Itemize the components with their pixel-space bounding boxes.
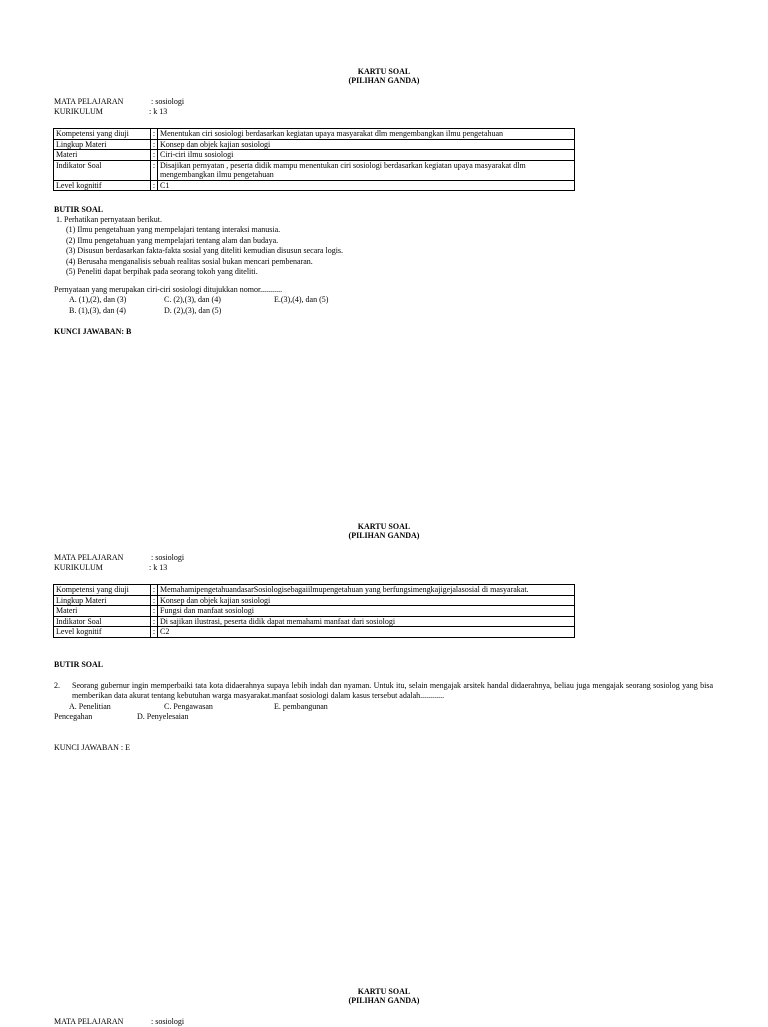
question-prompt: Pernyataan yang merupakan ciri-ciri sosiologi ditujukkan nomor........... <box>54 285 283 294</box>
row-label: Indikator Soal <box>54 616 151 627</box>
row-separator: : <box>151 160 158 180</box>
row-separator: : <box>151 627 158 638</box>
table-row <box>54 180 575 191</box>
table-row <box>54 129 575 140</box>
row-value: Menentukan ciri sosiologi berdasarkan kegiatan upaya masyarakat dlm mengembangkan ilmu pengetahuan <box>158 129 575 140</box>
question-text: Seorang gubernur ingin memperbaiki tata kota didaerahnya supaya lebih indah dan nyaman. Untuk itu, selain mengajak arsitek handal didaerahnya, beliau juga mengajak seorang sosiolog yang bisa memberikan data akurat tentang kebutuhan warga masyarakat.manfaat sosiologi dalam kasus tersebut adalah............ <box>72 681 713 700</box>
row-label: Materi <box>54 150 151 161</box>
kurikulum-label: KURIKULUM <box>54 107 103 116</box>
option-e: E. pembangunan <box>274 702 328 711</box>
statement-item: (2) Ilmu pengetahuan yang mempelajari tentang alam dan budaya. <box>66 236 279 245</box>
row-separator: : <box>151 129 158 140</box>
row-separator: : <box>151 139 158 150</box>
answer-key: KUNCI JAWABAN : E <box>54 743 131 752</box>
table-row <box>54 139 575 150</box>
table-row <box>54 595 575 606</box>
row-label: Kompetensi yang diuji <box>54 129 151 140</box>
info-table <box>53 128 575 191</box>
mata-pelajaran-value: : sosiologi <box>151 553 185 562</box>
row-separator: : <box>151 180 158 191</box>
table-row <box>54 585 575 596</box>
kurikulum-value: : k 13 <box>149 107 168 116</box>
option-b: Pencegahan <box>54 712 93 721</box>
option-c: C. Pengawasan <box>164 702 213 711</box>
row-value: Konsep dan objek kajian sosiologi <box>158 139 575 150</box>
card-subtitle: (PILIHAN GANDA) <box>348 76 420 85</box>
statement-item: (3) Disusun berdasarkan fakta-fakta sosial yang diteliti kemudian disusun secara logis. <box>66 246 344 255</box>
row-separator: : <box>151 150 158 161</box>
card-subtitle: (PILIHAN GANDA) <box>348 531 420 540</box>
question-number: 2. <box>54 681 60 690</box>
row-value: Konsep dan objek kajian sosiologi <box>158 595 575 606</box>
mata-pelajaran-value: : sosiologi <box>151 97 185 106</box>
mata-pelajaran-label: MATA PELAJARAN <box>54 97 124 106</box>
mata-pelajaran-label: MATA PELAJARAN <box>54 1017 124 1026</box>
card-title: KARTU SOAL <box>357 67 411 76</box>
row-value: Ciri-ciri ilmu sosiologi <box>158 150 575 161</box>
kurikulum-value: : k 13 <box>149 563 168 572</box>
table-row <box>54 616 575 627</box>
table-row <box>54 150 575 161</box>
butir-soal-heading: BUTIR SOAL <box>54 660 104 669</box>
row-separator: : <box>151 606 158 617</box>
card-subtitle: (PILIHAN GANDA) <box>348 996 420 1005</box>
row-label: Level kognitif <box>54 180 151 191</box>
row-value: Di sajikan ilustrasi, peserta didik dapat memahami manfaat dari sosiologi <box>158 616 575 627</box>
table-row <box>54 606 575 617</box>
row-separator: : <box>151 616 158 627</box>
card-title: KARTU SOAL <box>357 987 411 996</box>
row-separator: : <box>151 595 158 606</box>
row-label: Level kognitif <box>54 627 151 638</box>
table-row <box>54 160 575 180</box>
row-label: Materi <box>54 606 151 617</box>
option-c: C. (2),(3), dan (4) <box>164 295 221 304</box>
card-title: KARTU SOAL <box>357 522 411 531</box>
row-value: MemahamipengetahuandasarSosiologisebagaiilmupengetahuan yang berfungsimengkajigejalasosial di masyarakat. <box>158 585 575 596</box>
row-value: C1 <box>158 180 575 191</box>
mata-pelajaran-value: : sosiologi <box>151 1017 185 1026</box>
option-d: D. Penyelesaian <box>137 712 189 721</box>
kurikulum-label: KURIKULUM <box>54 563 103 572</box>
question-intro: 1. Perhatikan pernyataan berikut. <box>56 215 162 224</box>
option-d: D. (2),(3), dan (5) <box>164 306 222 315</box>
row-value: Disajikan pernyatan , peserta didik mampu menentukan ciri sosiologi berdasarkan kegiatan upaya masyarakat dlm mengembangkan ilmu pengetahuan <box>158 160 575 180</box>
row-label: Lingkup Materi <box>54 595 151 606</box>
row-label: Lingkup Materi <box>54 139 151 150</box>
answer-key: KUNCI JAWABAN: B <box>54 327 132 336</box>
option-a: A. (1),(2), dan (3) <box>69 295 127 304</box>
info-table <box>53 584 575 638</box>
row-label: Indikator Soal <box>54 160 151 180</box>
row-value: Fungsi dan manfaat sosiologi <box>158 606 575 617</box>
mata-pelajaran-label: MATA PELAJARAN <box>54 553 124 562</box>
statement-item: (1) Ilmu pengetahuan yang mempelajari tentang interaksi manusia. <box>66 225 281 234</box>
row-label: Kompetensi yang diuji <box>54 585 151 596</box>
row-value: C2 <box>158 627 575 638</box>
option-b: B. (1),(3), dan (4) <box>69 306 126 315</box>
option-e: E.(3),(4), dan (5) <box>274 295 329 304</box>
table-row <box>54 627 575 638</box>
butir-soal-heading: BUTIR SOAL <box>54 205 104 214</box>
row-separator: : <box>151 585 158 596</box>
statement-item: (4) Berusaha menganalisis sebuah realitas sosial bukan mencari pembenaran. <box>66 257 313 266</box>
statement-item: (5) Peneliti dapat berpihak pada seorang tokoh yang diteliti. <box>66 267 258 276</box>
option-a: A. Penelitian <box>69 702 111 711</box>
